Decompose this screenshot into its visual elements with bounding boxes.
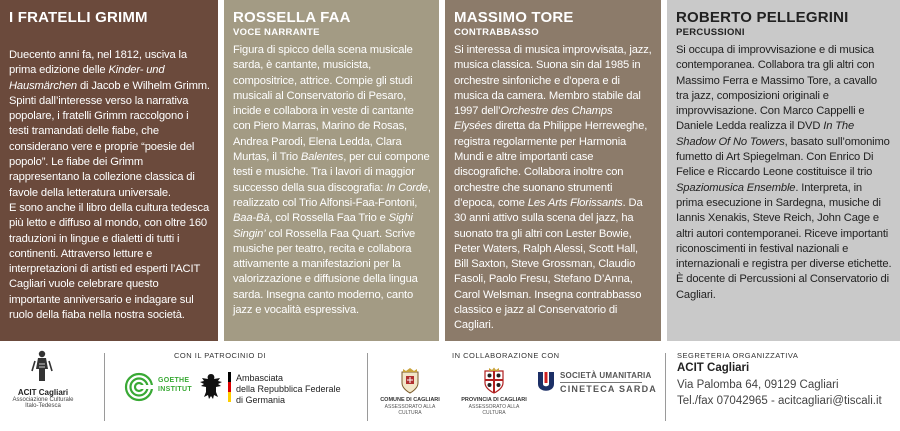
column-role: CONTRABBASSO bbox=[454, 27, 539, 38]
umanitaria-u-icon bbox=[536, 371, 556, 393]
german-eagle-logo bbox=[198, 371, 224, 403]
bio-paragraph bbox=[676, 43, 892, 303]
goethe-institut-icon bbox=[124, 372, 154, 402]
provincia-name: PROVINCIA DI CAGLIARI bbox=[461, 397, 527, 403]
bio-paragraph bbox=[9, 201, 210, 323]
footer-separator bbox=[665, 353, 666, 421]
acit-logo-sub-1: Associazione Culturale bbox=[12, 397, 74, 403]
text-run: , realizzato col Trio Alfonsi-Faa-Fontoni, bbox=[233, 181, 431, 209]
text-run: di Jacob e Wilhelm Grimm. Spinti dall’interesse verso la narrativa popolare, i fratelli Grimm raccolgono i testi tramandati delle fiabe, che considerano vere e proprie “poesie del popolo”. Le fiabe dei Grimm rappresentano la collezione classica di favole della letteratura universale. bbox=[9, 79, 210, 199]
patrocinio-label: CON IL PATROCINIO DI bbox=[174, 351, 266, 360]
collaborazione-label: IN COLLABORAZIONE CON bbox=[452, 351, 560, 360]
italic-title: Baa-Bà bbox=[233, 212, 270, 225]
italic-title: Orchestre des Champs Elysées bbox=[454, 105, 613, 133]
column-title: ROSSELLA FAA bbox=[233, 9, 351, 26]
italic-title: In Corde bbox=[386, 181, 428, 194]
text-run: Si interessa di musica improvvisata, jazz, musica classica. Suona sin dal 1985 in orchestre sinfoniche e d’opera e di musica da camera. Membro stabile dal 1997 dell’ bbox=[454, 44, 652, 118]
segreteria-address: Via Palomba 64, 09129 Cagliari bbox=[677, 379, 839, 391]
italic-title: Spaziomusica Ensemble bbox=[676, 181, 796, 194]
provincia-crest-icon bbox=[483, 367, 505, 395]
text-run: Duecento anni fa, nel 1812, usciva la prima edizione delle bbox=[9, 49, 187, 77]
segreteria-name: ACIT Cagliari bbox=[677, 362, 750, 374]
footer-separator bbox=[104, 353, 105, 421]
italic-title: In The Shadow Of No Towers bbox=[676, 120, 855, 148]
italic-title: Les Arts Florissants bbox=[527, 196, 623, 209]
acit-logo-sub-2: Italo-Tedesca bbox=[25, 403, 61, 409]
comune-cagliari-logo bbox=[399, 367, 421, 395]
column-role: VOCE NARRANTE bbox=[233, 27, 320, 38]
column-body bbox=[676, 43, 892, 303]
embassy-line-3: di Germania bbox=[236, 395, 286, 405]
footer bbox=[0, 341, 900, 431]
cineteca-line-1: SOCIETÀ UMANITARIA bbox=[560, 371, 652, 380]
column-title: ROBERTO PELLEGRINI bbox=[676, 9, 849, 26]
text-run: , col Rossella Faa Trio e bbox=[269, 212, 389, 225]
embassy-line-2: della Repubblica Federale bbox=[236, 384, 341, 394]
column-body bbox=[9, 48, 210, 323]
bio-paragraph bbox=[233, 43, 431, 318]
text-run: E sono anche il libro della cultura tedesca più letto e diffuso al mondo, con oltre 160 traduzioni in lingue e dialetti di tutti i continenti. Attraverso letture e interpretazioni di artisti ed esperti l’ACIT Cagliari vuole celebrare questo importante anniversario e indagare sul ruolo della fiaba nella nostra società. bbox=[9, 201, 210, 322]
column-body bbox=[233, 43, 431, 318]
segreteria-label: SEGRETERIA ORGANIZZATIVA bbox=[677, 351, 799, 360]
text-run: Figura di spicco della scena musicale sarda, è cantante, musicista, compositrice, attrice. Compie gli studi musicali al Conservatorio di Pesaro, incide e collabora in veste di cantante con Piero Marras, Marino de Rosas, Andrea Parodi, Elena Ledda, Clara Murtas, il Trio bbox=[233, 44, 414, 164]
provincia-sub: ASSESSORATO ALLA CULTURA bbox=[468, 404, 520, 416]
comune-crest-icon bbox=[399, 367, 421, 395]
goethe-line-2: INSTITUT bbox=[158, 386, 192, 393]
goethe-logo bbox=[124, 372, 154, 402]
acit-logo-name: ACIT Cagliari bbox=[17, 388, 69, 397]
text-run: . Interpreta, in prima esecuzione in Sardegna, musiche di Iannis Xenakis, Steve Reich, John Cage e altri autori contemporanei. Riceve importanti riconoscimenti in festival nazionali e internazionali e registra per diverse etichette. È docente di Percussioni al Conservatorio di Cagliari. bbox=[676, 181, 892, 301]
cineteca-sarda-logo bbox=[536, 371, 556, 393]
column-fratelli-grimm bbox=[0, 0, 218, 341]
italic-title: Kinder- und Hausmärchen bbox=[9, 64, 165, 92]
italic-title: Balentes bbox=[300, 151, 344, 164]
provincia-cagliari-logo bbox=[483, 367, 505, 395]
cineteca-divider bbox=[560, 382, 642, 383]
acit-emblem-icon bbox=[30, 349, 54, 383]
segreteria-contact[interactable]: Tel./fax 07042965 - acitcagliari@tiscali.it bbox=[677, 395, 882, 407]
bio-paragraph bbox=[9, 48, 210, 201]
german-flag-bar bbox=[228, 372, 231, 402]
text-run: diretta da Philippe Herreweghe, registra regolarmente per Harmonia Mundi e altre importanti case discografiche. Collabora inoltre con orchestre che suonano strumenti d’epoca, come bbox=[454, 120, 648, 209]
bio-paragraph bbox=[454, 43, 653, 334]
column-title: MASSIMO TORE bbox=[454, 9, 574, 26]
column-rossella-faa bbox=[224, 0, 439, 341]
federal-eagle-icon bbox=[198, 371, 224, 403]
column-body bbox=[454, 43, 653, 334]
text-run: , basato sull’omonimo fumetto di Art Spiegelman. Con Enrico Di Felice e Riccardo Leone costituisce il trio bbox=[676, 135, 890, 179]
text-run: . Da 30 anni attivo sulla scena del jazz, ha suonato tra gli altri con Lester Bowie, Peter Waters, Ralph Alessi, Scott Hall, Bill Saxton, Steve Grossman, Claudio Fasoli, Paolo Fresu, Stefano D’Anna, Carol Welsman. Insegna contrabbasso classico e jazz al Conservatorio di Cagliari. bbox=[454, 196, 643, 332]
italic-title: Sighi Singin’ bbox=[233, 212, 413, 240]
acit-logo bbox=[30, 349, 54, 383]
column-massimo-tore bbox=[445, 0, 661, 341]
cineteca-line-2: CINETECA SARDA bbox=[560, 384, 657, 394]
text-run: col Rossella Faa Quart. Scrive musiche per teatro, recita e collabora attivamente a manifestazioni per la valorizzazione e diffusione della lingua sarda. Insegna canto moderno, canto jazz e vocalità espressiva. bbox=[233, 227, 418, 317]
text-run: Si occupa di improvvisazione e di musica contemporanea. Collabora tra gli altri con Massimo Ferra e Massimo Tore, a cavallo tra jazz, composizioni originali e improvvisazione. Con Marco Cappelli e Daniele Ledda realizza il DVD bbox=[676, 44, 877, 133]
footer-separator bbox=[367, 353, 368, 421]
text-run: , per cui compone testi e musiche. Tra i lavori di maggior successo della sua discografia: bbox=[233, 151, 430, 194]
comune-name: COMUNE DI CAGLIARI bbox=[380, 397, 440, 403]
embassy-line-1: Ambasciata bbox=[236, 373, 284, 383]
column-roberto-pellegrini bbox=[667, 0, 900, 341]
column-title: I FRATELLI GRIMM bbox=[9, 9, 148, 26]
comune-sub: ASSESSORATO ALLA CULTURA bbox=[384, 404, 436, 416]
goethe-line-1: GOETHE bbox=[158, 377, 190, 384]
column-role: PERCUSSIONI bbox=[676, 27, 745, 38]
